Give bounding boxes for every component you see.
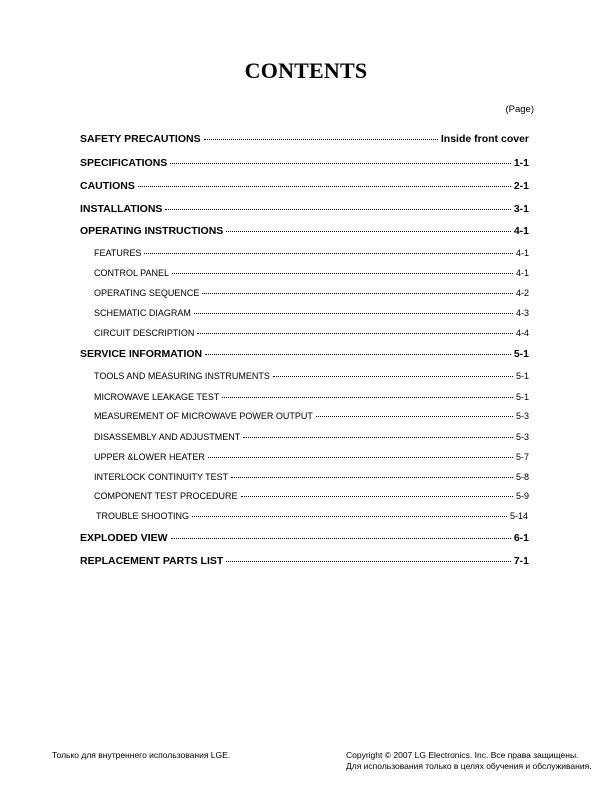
toc-label: SERVICE INFORMATION bbox=[80, 347, 203, 360]
footer-copyright bbox=[346, 750, 592, 772]
toc-page: 4-1 bbox=[515, 248, 529, 258]
leader-dots bbox=[197, 327, 513, 336]
toc-label: TROUBLE SHOOTING bbox=[96, 511, 190, 521]
toc-page: 7-1 bbox=[513, 554, 529, 567]
toc-row-replacement-parts-list[interactable] bbox=[80, 553, 529, 567]
toc-row-safety-precautions[interactable] bbox=[80, 131, 529, 145]
toc-row-trouble-shooting[interactable] bbox=[96, 510, 528, 521]
toc-row-upper-lower-heater[interactable] bbox=[94, 451, 529, 462]
toc-row-interlock-continuity-test[interactable] bbox=[94, 471, 529, 482]
toc-row-specifications[interactable] bbox=[80, 155, 529, 169]
toc-row-operating-sequence[interactable] bbox=[94, 287, 529, 298]
toc-row-circuit-description[interactable] bbox=[94, 327, 529, 338]
toc-label: DISASSEMBLY AND ADJUSTMENT bbox=[94, 432, 241, 442]
toc-page: 5-7 bbox=[515, 452, 529, 462]
page-column-note: (Page) bbox=[505, 104, 534, 115]
toc-label: CAUTIONS bbox=[80, 179, 135, 192]
toc-page: 4-4 bbox=[515, 328, 529, 338]
toc-page: 5-1 bbox=[513, 347, 529, 360]
toc-row-operating-instructions[interactable] bbox=[80, 223, 529, 237]
toc-page: 5-3 bbox=[515, 432, 529, 442]
toc-page: 4-2 bbox=[515, 288, 529, 298]
toc-page: 5-14 bbox=[509, 511, 528, 521]
leader-dots bbox=[165, 201, 510, 212]
toc-label: CONTROL PANEL bbox=[94, 268, 170, 278]
toc-row-exploded-view[interactable] bbox=[80, 530, 529, 544]
page-title: CONTENTS bbox=[244, 58, 368, 83]
leader-dots bbox=[273, 370, 513, 379]
toc-label: MICROWAVE LEAKAGE TEST bbox=[94, 392, 220, 402]
toc-page: 4-1 bbox=[513, 224, 529, 237]
toc-row-schematic-diagram[interactable] bbox=[94, 307, 529, 318]
toc-page: Inside front cover bbox=[440, 132, 529, 145]
toc-label: OPERATING INSTRUCTIONS bbox=[80, 224, 224, 237]
toc-label: REPLACEMENT PARTS LIST bbox=[80, 554, 224, 567]
leader-dots bbox=[205, 346, 511, 357]
leader-dots bbox=[226, 223, 511, 234]
leader-dots bbox=[241, 490, 513, 499]
toc-page: 5-1 bbox=[515, 371, 529, 381]
toc-label: INSTALLATIONS bbox=[80, 202, 163, 215]
toc-label: UPPER &LOWER HEATER bbox=[94, 452, 205, 462]
toc-page: 4-1 bbox=[515, 268, 529, 278]
toc-page: 4-3 bbox=[515, 308, 529, 318]
leader-dots bbox=[226, 553, 511, 564]
toc-row-installations[interactable] bbox=[80, 201, 529, 215]
toc-label: MEASUREMENT OF MICROWAVE POWER OUTPUT bbox=[94, 411, 313, 421]
leader-dots bbox=[208, 451, 513, 460]
leader-dots bbox=[194, 307, 513, 316]
toc-row-measurement-of-microwave-power-output[interactable] bbox=[94, 410, 529, 421]
leader-dots bbox=[222, 391, 513, 400]
leader-dots bbox=[202, 287, 513, 296]
toc-label: COMPONENT TEST PROCEDURE bbox=[94, 491, 238, 501]
toc-label: OPERATING SEQUENCE bbox=[94, 288, 200, 298]
toc-label: TOOLS AND MEASURING INSTRUMENTS bbox=[94, 371, 270, 381]
toc-label: SCHEMATIC DIAGRAM bbox=[94, 308, 191, 318]
toc-label: SPECIFICATIONS bbox=[80, 156, 168, 169]
toc-label: CIRCUIT DESCRIPTION bbox=[94, 328, 195, 338]
toc-label: SAFETY PRECAUTIONS bbox=[80, 132, 201, 145]
leader-dots bbox=[170, 155, 511, 166]
toc-row-cautions[interactable] bbox=[80, 178, 529, 192]
leader-dots bbox=[204, 131, 438, 142]
toc-row-features[interactable] bbox=[94, 247, 529, 258]
toc-row-component-test-procedure[interactable] bbox=[94, 490, 529, 501]
footer-internal-use-note: Только для внутреннего использования LGE. bbox=[52, 750, 231, 760]
toc-row-control-panel[interactable] bbox=[94, 267, 529, 278]
toc-row-disassembly-and-adjustment[interactable] bbox=[94, 431, 529, 442]
toc-page: 3-1 bbox=[513, 202, 529, 215]
leader-dots bbox=[192, 510, 507, 519]
toc-page: 6-1 bbox=[513, 531, 529, 544]
leader-dots bbox=[316, 410, 513, 419]
footer-copyright-line: Copyright © 2007 LG Electronics. Inc. Все права защищены. bbox=[346, 750, 579, 760]
toc-page: 2-1 bbox=[513, 179, 529, 192]
toc-page: 5-1 bbox=[515, 392, 529, 402]
toc-page: 5-8 bbox=[515, 472, 529, 482]
toc-label: EXPLODED VIEW bbox=[80, 531, 168, 544]
leader-dots bbox=[243, 431, 513, 440]
leader-dots bbox=[172, 267, 513, 276]
toc-label: FEATURES bbox=[94, 248, 142, 258]
toc-page: 5-9 bbox=[515, 491, 529, 501]
toc-row-microwave-leakage-test[interactable] bbox=[94, 391, 529, 402]
toc-row-service-information[interactable] bbox=[80, 346, 529, 360]
footer-usage-line: Для использования только в целях обучения и обслуживания. bbox=[346, 761, 592, 771]
toc-page: 1-1 bbox=[513, 156, 529, 169]
leader-dots bbox=[171, 530, 511, 541]
leader-dots bbox=[138, 178, 511, 189]
toc-page: 5-3 bbox=[515, 411, 529, 421]
toc-label: INTERLOCK CONTINUITY TEST bbox=[94, 472, 229, 482]
leader-dots bbox=[144, 247, 513, 256]
leader-dots bbox=[231, 471, 513, 480]
toc-row-tools-and-measuring-instruments[interactable] bbox=[94, 370, 529, 381]
